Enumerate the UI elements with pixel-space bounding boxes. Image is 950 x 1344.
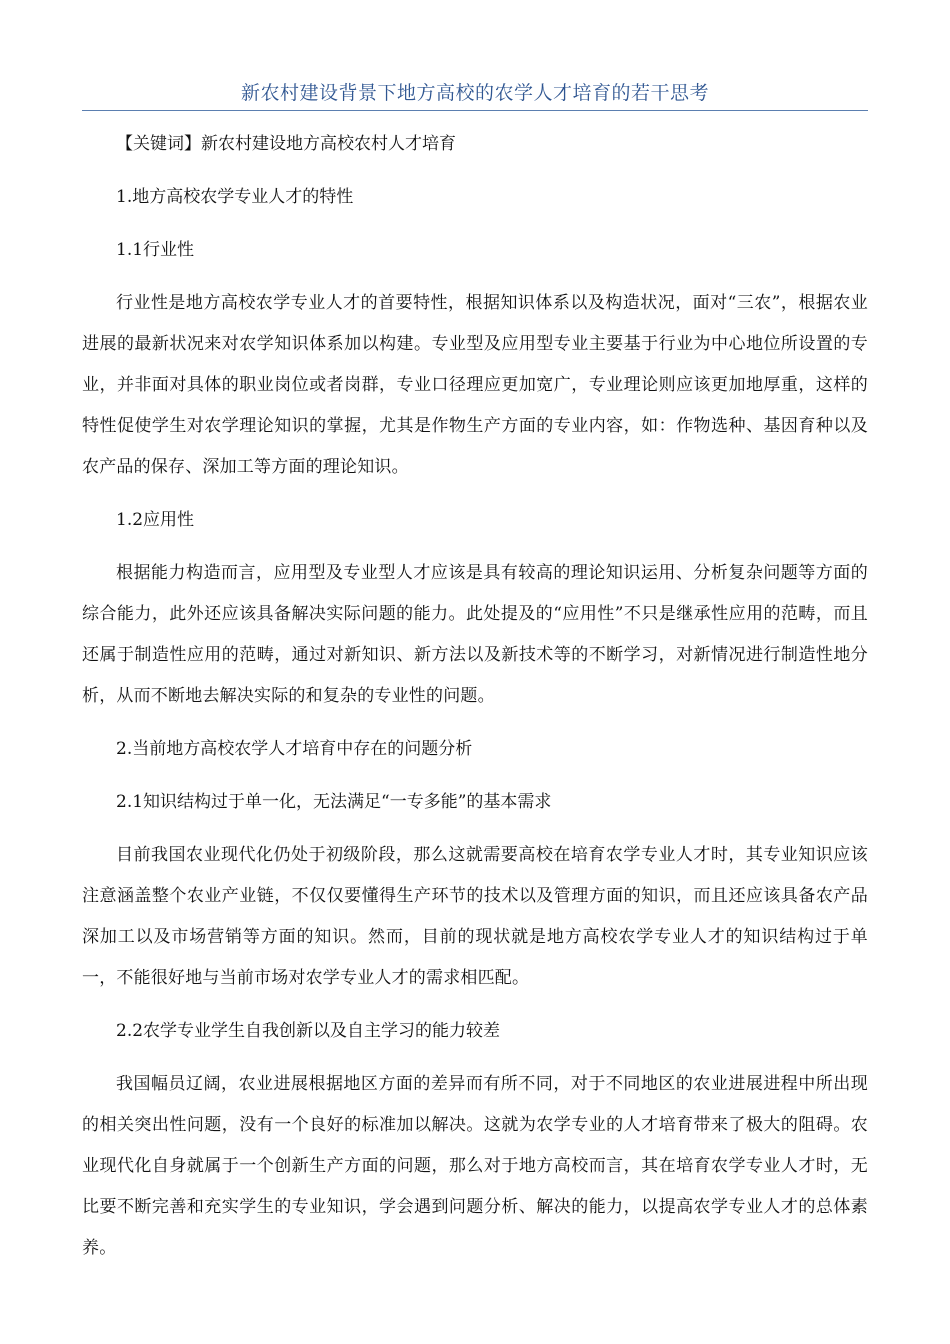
subsection-heading-1-1: 1.1行业性 bbox=[116, 240, 195, 260]
section-heading-1: 1.地方高校农学专业人才的特性 bbox=[116, 187, 354, 207]
subsection-heading-2-2: 2.2农学专业学生自我创新以及自主学习的能力较差 bbox=[116, 1021, 501, 1041]
paragraph-1-2: 根据能力构造而言，应用型及专业型人才应该是具有较高的理论知识运用、分析复杂问题等方面的综合能力，此外还应该具备解决实际问题的能力。此处提及的“应用性”不只是继承性应用的范畴，而且还属于制造性应用的范畴，通过对新知识、新方法以及新技术等的不断学习，对新情况进行制造性地分析，从而不断地去解决实际的和复杂的专业性的问题。 bbox=[82, 563, 868, 706]
keywords-line: 【关键词】新农村建设地方高校农村人才培育 bbox=[116, 134, 456, 154]
document-title: 新农村建设背景下地方高校的农学人才培育的若干思考 bbox=[240, 82, 709, 104]
document-body bbox=[82, 124, 868, 1281]
paragraph-1-1: 行业性是地方高校农学专业人才的首要特性，根据知识体系以及构造状况，面对“三农”，根据农业进展的最新状况来对农学知识体系加以构建。专业型及应用型专业主要基于行业为中心地位所设置的专业，并非面对具体的职业岗位或者岗群，专业口径理应更加宽广，专业理论则应该更加地厚重，这样的特性促使学生对农学理论知识的掌握，尤其是作物生产方面的专业内容，如：作物选种、基因育种以及农产品的保存、深加工等方面的理论知识。 bbox=[82, 293, 868, 477]
page-header bbox=[82, 80, 868, 111]
paragraph-2-1: 目前我国农业现代化仍处于初级阶段，那么这就需要高校在培育农学专业人才时，其专业知识应该注意涵盖整个农业产业链，不仅仅要懂得生产环节的技术以及管理方面的知识，而且还应该具备农产品深加工以及市场营销等方面的知识。然而，目前的现状就是地方高校农学专业人才的知识结构过于单一，不能很好地与当前市场对农学专业人才的需求相匹配。 bbox=[82, 845, 868, 988]
subsection-heading-2-1: 2.1知识结构过于单一化，无法满足“一专多能”的基本需求 bbox=[116, 792, 552, 812]
paragraph-2-2: 我国幅员辽阔，农业进展根据地区方面的差异而有所不同，对于不同地区的农业进展进程中所出现的相关突出性问题，没有一个良好的标准加以解决。这就为农学专业的人才培育带来了极大的阻碍。农业现代化自身就属于一个创新生产方面的问题，那么对于地方高校而言，其在培育农学专业人才时，无比要不断完善和充实学生的专业知识，学会遇到问题分析、解决的能力，以提高农学专业人才的总体素养。 bbox=[82, 1074, 868, 1258]
section-heading-2: 2.当前地方高校农学人才培育中存在的问题分析 bbox=[116, 739, 473, 759]
subsection-heading-1-2: 1.2应用性 bbox=[116, 510, 195, 530]
